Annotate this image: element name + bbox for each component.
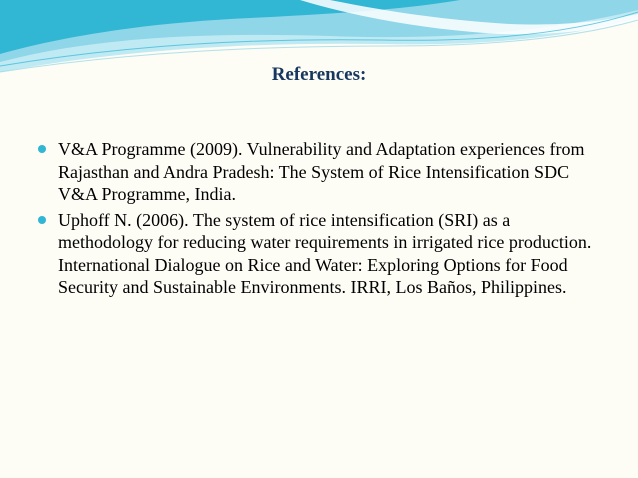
reference-text: Uphoff N. (2006). The system of rice intensification (SRI) as a methodology for reducing water requirements in irrigated rice production. International Dialogue on Rice and Water: Exploring Options for Food Security and Sustainable Environments. IRRI, Los Baños, Philippines. — [58, 209, 592, 297]
reference-item — [38, 209, 598, 299]
slide-title: References: — [271, 64, 367, 85]
bullet-icon — [38, 216, 46, 224]
bullet-icon — [38, 145, 46, 153]
reference-list — [38, 138, 598, 299]
reference-text: V&A Programme (2009). Vulnerability and Adaptation experiences from Rajasthan and Andra Pradesh: The System of Rice Intensification SDC V&A Programme, India. — [58, 139, 585, 204]
reference-item — [38, 138, 598, 206]
